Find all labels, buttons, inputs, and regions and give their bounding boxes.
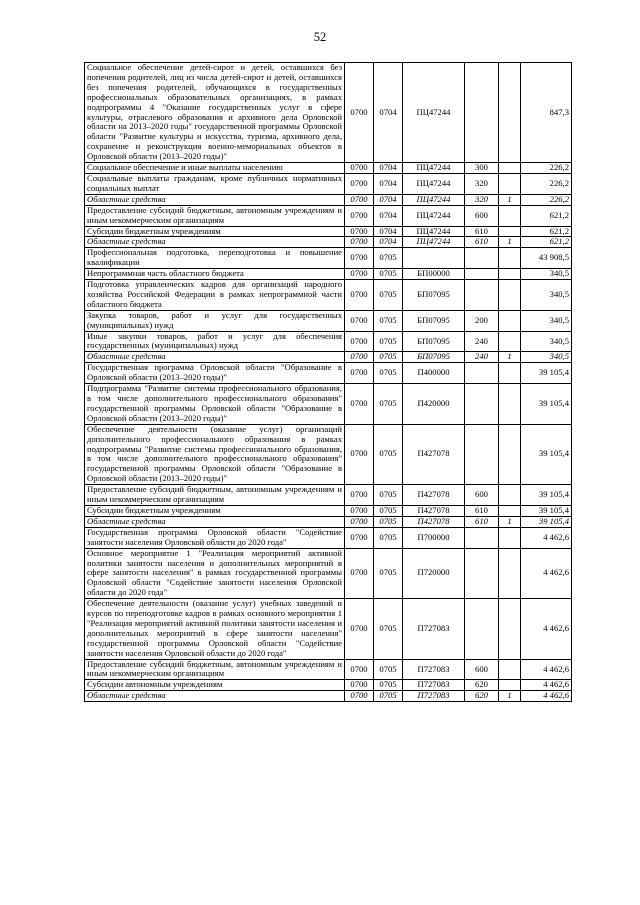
row-section-code: 0700 [345, 505, 374, 516]
row-expense-type [465, 269, 499, 280]
row-amount: 226,2 [521, 194, 572, 205]
row-name: Областные средства [85, 194, 345, 205]
table-row [85, 237, 572, 248]
row-funding-source [499, 384, 521, 425]
row-funding-source [499, 163, 521, 174]
row-amount: 4 462,6 [521, 680, 572, 691]
table-row [85, 691, 572, 702]
row-section-code: 0700 [345, 269, 374, 280]
row-subsection-code: 0705 [374, 516, 403, 527]
row-amount: 4 462,6 [521, 599, 572, 659]
row-target-article: ПЦ47244 [403, 226, 465, 237]
row-amount: 621,2 [521, 237, 572, 248]
row-expense-type: 240 [465, 331, 499, 352]
row-subsection-code: 0705 [374, 352, 403, 363]
row-target-article: БП07095 [403, 331, 465, 352]
table-row [85, 599, 572, 659]
row-section-code: 0700 [345, 310, 374, 331]
row-expense-type: 600 [465, 659, 499, 680]
row-expense-type: 620 [465, 691, 499, 702]
row-name: Областные средства [85, 352, 345, 363]
row-amount: 39 105,4 [521, 505, 572, 516]
row-subsection-code: 0705 [374, 659, 403, 680]
row-name: Профессиональная подготовка, переподготовка и повышение квалификации [85, 248, 345, 269]
row-subsection-code: 0704 [374, 194, 403, 205]
row-section-code: 0700 [345, 659, 374, 680]
row-section-code: 0700 [345, 363, 374, 384]
page-number: 52 [313, 30, 327, 44]
row-subsection-code: 0705 [374, 310, 403, 331]
row-funding-source [499, 424, 521, 484]
table-row [85, 226, 572, 237]
row-funding-source [499, 505, 521, 516]
row-expense-type [465, 599, 499, 659]
row-amount: 340,5 [521, 280, 572, 311]
row-section-code: 0700 [345, 384, 374, 425]
row-amount: 340,5 [521, 352, 572, 363]
row-target-article: П727083 [403, 680, 465, 691]
row-section-code: 0700 [345, 63, 374, 163]
row-funding-source: 1 [499, 194, 521, 205]
row-funding-source [499, 269, 521, 280]
row-funding-source [499, 226, 521, 237]
row-name: Субсидии бюджетным учреждениям [85, 505, 345, 516]
row-name: Предоставление субсидий бюджетным, автономным учреждениям и иным некоммерческим организациям [85, 485, 345, 506]
row-target-article: П420000 [403, 384, 465, 425]
table-row [85, 194, 572, 205]
row-funding-source [499, 527, 521, 548]
table-row [85, 269, 572, 280]
row-subsection-code: 0705 [374, 363, 403, 384]
budget-table [84, 62, 572, 702]
row-subsection-code: 0705 [374, 280, 403, 311]
row-section-code: 0700 [345, 280, 374, 311]
row-amount: 340,5 [521, 269, 572, 280]
table-row [85, 548, 572, 599]
row-target-article: П427078 [403, 424, 465, 484]
row-section-code: 0700 [345, 599, 374, 659]
row-section-code: 0700 [345, 527, 374, 548]
table-row [85, 680, 572, 691]
row-subsection-code: 0705 [374, 384, 403, 425]
row-section-code: 0700 [345, 680, 374, 691]
row-expense-type [465, 63, 499, 163]
row-target-article: П720000 [403, 548, 465, 599]
row-name: Обеспечение деятельности (оказание услуг) учебных заведений и курсов по переподготовке кадров в рамках основного мероприятия 1 "Реализация мероприятий активной политики занятости населения и дополнительных мероприятий в сфере занятости населения" государственной программы Орловской области "Содействие занятости населения Орловской области до 2020 года" [85, 599, 345, 659]
row-funding-source [499, 331, 521, 352]
row-amount: 847,3 [521, 63, 572, 163]
row-subsection-code: 0705 [374, 248, 403, 269]
row-target-article: ПЦ47244 [403, 173, 465, 194]
row-expense-type: 240 [465, 352, 499, 363]
row-amount: 340,5 [521, 310, 572, 331]
row-name: Предоставление субсидий бюджетным, автономным учреждениям и иным некоммерческим организациям [85, 205, 345, 226]
table-row [85, 280, 572, 311]
row-section-code: 0700 [345, 173, 374, 194]
row-section-code: 0700 [345, 194, 374, 205]
row-name: Субсидии автономным учреждениям [85, 680, 345, 691]
row-expense-type [465, 527, 499, 548]
row-target-article: П727083 [403, 691, 465, 702]
table-row [85, 310, 572, 331]
table-row [85, 248, 572, 269]
row-amount: 4 462,6 [521, 548, 572, 599]
row-name: Социальное обеспечение детей-сирот и детей, оставшихся без попечения родителей, лиц из числа детей-сирот и детей, оставшихся без попечения родителей, обучающихся в государственных профессиональных образовательных организациях, в рамках подпрограммы 4 "Оказание государственных услуг в сфере культуры, отраслевого образования и архивного дела Орловской области на 2013–2020 годы" государственной программы Орловской области "Развитие культуры и искусства, туризма, архивного дела, сохранение и реконструкция военно-мемориальных объектов в Орловской области (2013–2020 годы)" [85, 63, 345, 163]
row-subsection-code: 0705 [374, 691, 403, 702]
row-section-code: 0700 [345, 226, 374, 237]
row-amount: 39 105,4 [521, 424, 572, 484]
row-name: Областные средства [85, 516, 345, 527]
row-name: Непрограммная часть областного бюджета [85, 269, 345, 280]
row-name: Областные средства [85, 237, 345, 248]
row-expense-type: 600 [465, 205, 499, 226]
table-row [85, 384, 572, 425]
row-target-article: П427078 [403, 516, 465, 527]
row-name: Социальные выплаты гражданам, кроме публичных нормативных социальных выплат [85, 173, 345, 194]
row-amount: 43 908,5 [521, 248, 572, 269]
row-target-article: ПЦ47244 [403, 194, 465, 205]
table-row [85, 424, 572, 484]
row-subsection-code: 0704 [374, 163, 403, 174]
row-name: Предоставление субсидий бюджетным, автономным учреждениям и иным некоммерческим организациям [85, 659, 345, 680]
row-funding-source: 1 [499, 237, 521, 248]
row-amount: 226,2 [521, 173, 572, 194]
row-target-article: ПЦ47244 [403, 237, 465, 248]
row-amount: 621,2 [521, 205, 572, 226]
row-funding-source [499, 63, 521, 163]
row-target-article: П727083 [403, 659, 465, 680]
row-target-article [403, 248, 465, 269]
row-amount: 621,2 [521, 226, 572, 237]
row-section-code: 0700 [345, 205, 374, 226]
row-expense-type: 610 [465, 237, 499, 248]
budget-table-body [85, 63, 572, 702]
row-expense-type: 610 [465, 226, 499, 237]
row-expense-type: 620 [465, 680, 499, 691]
row-expense-type [465, 280, 499, 311]
row-subsection-code: 0705 [374, 269, 403, 280]
row-amount: 340,5 [521, 331, 572, 352]
row-amount: 39 105,4 [521, 384, 572, 425]
row-subsection-code: 0705 [374, 505, 403, 516]
table-row [85, 63, 572, 163]
row-section-code: 0700 [345, 163, 374, 174]
row-target-article: БП07095 [403, 310, 465, 331]
row-subsection-code: 0704 [374, 205, 403, 226]
row-subsection-code: 0705 [374, 599, 403, 659]
row-section-code: 0700 [345, 691, 374, 702]
row-expense-type: 610 [465, 516, 499, 527]
row-funding-source: 1 [499, 352, 521, 363]
table-row [85, 173, 572, 194]
row-amount: 39 105,4 [521, 485, 572, 506]
row-expense-type [465, 363, 499, 384]
row-section-code: 0700 [345, 424, 374, 484]
row-subsection-code: 0705 [374, 527, 403, 548]
row-target-article: П427078 [403, 505, 465, 516]
row-expense-type: 300 [465, 163, 499, 174]
row-name: Подготовка управленческих кадров для организаций народного хозяйства Российской Федерации в рамках непрограммной части областного бюджета [85, 280, 345, 311]
row-expense-type [465, 248, 499, 269]
table-row [85, 659, 572, 680]
row-section-code: 0700 [345, 485, 374, 506]
row-section-code: 0700 [345, 237, 374, 248]
table-row [85, 527, 572, 548]
row-name: Основное мероприятие 1 "Реализация мероприятий активной политики занятости населения и дополнительных мероприятий в сфере занятости населения" в рамках государственной программы Орловской области "Содействие занятости населения Орловской области до 2020 года" [85, 548, 345, 599]
row-expense-type: 600 [465, 485, 499, 506]
row-section-code: 0700 [345, 548, 374, 599]
table-row [85, 163, 572, 174]
table-row [85, 485, 572, 506]
row-amount: 39 105,4 [521, 363, 572, 384]
table-row [85, 505, 572, 516]
row-amount: 226,2 [521, 163, 572, 174]
row-subsection-code: 0704 [374, 226, 403, 237]
row-name: Областные средства [85, 691, 345, 702]
row-funding-source [499, 173, 521, 194]
row-funding-source [499, 205, 521, 226]
row-subsection-code: 0704 [374, 237, 403, 248]
row-expense-type [465, 424, 499, 484]
row-funding-source [499, 548, 521, 599]
row-name: Закупка товаров, работ и услуг для государственных (муниципальных) нужд [85, 310, 345, 331]
row-name: Государственная программа Орловской области "Содействие занятости населения Орловской области до 2020 года" [85, 527, 345, 548]
row-funding-source [499, 248, 521, 269]
row-name: Подпрограмма "Развитие системы профессионального образования, в том числе дополнительного профессионального образования" государственной программы Орловской области "Образование в Орловской области (2013–2020 годы)" [85, 384, 345, 425]
row-target-article: ПЦ47244 [403, 205, 465, 226]
row-subsection-code: 0705 [374, 680, 403, 691]
row-target-article: П700000 [403, 527, 465, 548]
row-target-article: ПЦ47244 [403, 163, 465, 174]
row-target-article: П400000 [403, 363, 465, 384]
row-section-code: 0700 [345, 352, 374, 363]
row-subsection-code: 0705 [374, 424, 403, 484]
row-expense-type: 610 [465, 505, 499, 516]
row-funding-source: 1 [499, 516, 521, 527]
row-funding-source [499, 310, 521, 331]
row-funding-source [499, 659, 521, 680]
row-target-article: БП07095 [403, 280, 465, 311]
table-row [85, 331, 572, 352]
row-section-code: 0700 [345, 248, 374, 269]
row-expense-type [465, 384, 499, 425]
row-name: Социальное обеспечение и иные выплаты населению [85, 163, 345, 174]
table-row [85, 516, 572, 527]
row-funding-source: 1 [499, 691, 521, 702]
row-name: Обеспечение деятельности (оказание услуг) организаций дополнительного профессионального образования в рамках подпрограммы "Развитие системы профессионального образования, в том числе дополнительного профессионального образования" государственной программы Орловской области "Образование в Орловской области (2013–2020 годы)" [85, 424, 345, 484]
row-name: Субсидии бюджетным учреждениям [85, 226, 345, 237]
row-section-code: 0700 [345, 516, 374, 527]
table-row [85, 352, 572, 363]
row-amount: 4 462,6 [521, 527, 572, 548]
row-target-article: БП07095 [403, 352, 465, 363]
row-target-article: БП00000 [403, 269, 465, 280]
row-funding-source [499, 485, 521, 506]
row-amount: 4 462,6 [521, 691, 572, 702]
row-expense-type: 320 [465, 194, 499, 205]
row-subsection-code: 0704 [374, 63, 403, 163]
table-row [85, 205, 572, 226]
table-row [85, 363, 572, 384]
row-target-article: ПЦ47244 [403, 63, 465, 163]
row-section-code: 0700 [345, 331, 374, 352]
row-expense-type: 200 [465, 310, 499, 331]
row-subsection-code: 0705 [374, 548, 403, 599]
row-amount: 39 105,4 [521, 516, 572, 527]
row-funding-source [499, 363, 521, 384]
row-subsection-code: 0705 [374, 331, 403, 352]
row-funding-source [499, 599, 521, 659]
row-amount: 4 462,6 [521, 659, 572, 680]
row-expense-type [465, 548, 499, 599]
row-target-article: П427078 [403, 485, 465, 506]
row-expense-type: 320 [465, 173, 499, 194]
row-subsection-code: 0704 [374, 173, 403, 194]
row-subsection-code: 0705 [374, 485, 403, 506]
row-name: Иные закупки товаров, работ и услуг для обеспечения государственных (муниципальных) нужд [85, 331, 345, 352]
row-name: Государственная программа Орловской области "Образование в Орловской области (2013–2020 годы)" [85, 363, 345, 384]
row-funding-source [499, 680, 521, 691]
row-funding-source [499, 280, 521, 311]
row-target-article: П727083 [403, 599, 465, 659]
